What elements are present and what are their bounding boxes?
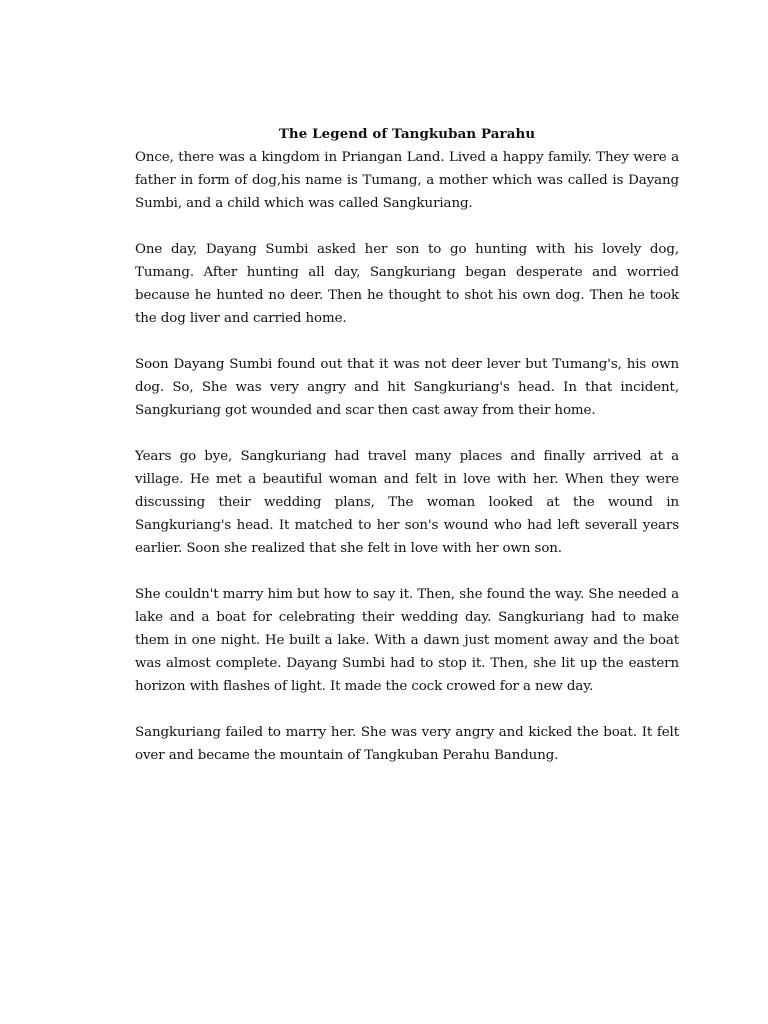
paragraph-6: Sangkuriang failed to marry her. She was very angry and kicked the boat. It felt over and became the mountain of Tangkuban Perahu Bandung. — [135, 725, 679, 763]
paragraph-2: One day, Dayang Sumbi asked her son to go hunting with his lovely dog, Tumang. After hunting all day, Sangkuriang began desperate and worried because he hunted no deer. Then he thought to shot his own dog. Then he took the dog liver and carried home. — [135, 242, 679, 326]
paragraph-1: Once, there was a kingdom in Priangan Land. Lived a happy family. They were a father in form of dog,his name is Tumang, a mother which was called is Dayang Sumbi, and a child which was called Sangkuriang. — [135, 150, 679, 211]
paragraph-3: Soon Dayang Sumbi found out that it was not deer lever but Tumang's, his own dog. So, She was very angry and hit Sangkuriang's head. In that incident, Sangkuriang got wounded and scar then cast away from their home. — [135, 357, 679, 418]
document-title: The Legend of Tangkuban Parahu — [278, 126, 536, 142]
document-body — [135, 123, 679, 790]
paragraph-4: Years go bye, Sangkuriang had travel many places and finally arrived at a village. He met a beautiful woman and felt in love with her. When they were discussing their wedding plans, The woman looked at the wound in Sangkuriang's head. It matched to her son's wound who had left severall years earlier. Soon she realized that she felt in love with her own son. — [135, 449, 679, 556]
paragraph-5: She couldn't marry him but how to say it. Then, she found the way. She needed a lake and a boat for celebrating their wedding day. Sangkuriang had to make them in one night. He built a lake. With a dawn just moment away and the boat was almost complete. Dayang Sumbi had to stop it. Then, she lit up the eastern horizon with flashes of light. It made the cock crowed for a new day. — [135, 587, 679, 694]
